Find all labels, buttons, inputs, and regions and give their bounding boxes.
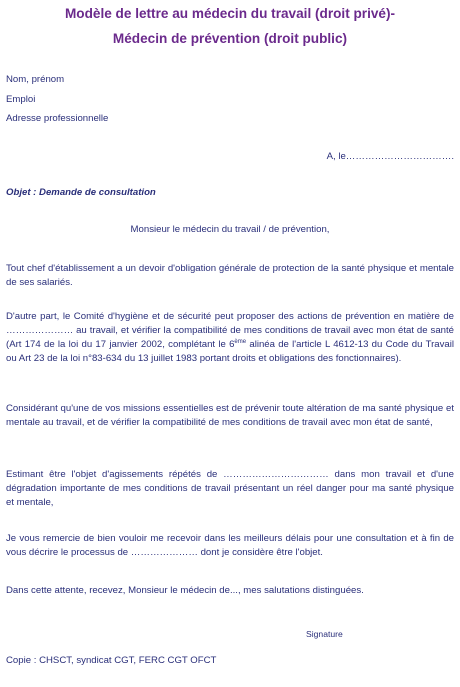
paragraph-1: Tout chef d'établissement a un devoir d'obligation générale de protection de la santé physique et mentale de ses salariés. bbox=[6, 263, 454, 288]
sender-job: Emploi bbox=[6, 94, 36, 105]
date-line: A, le……………………………. bbox=[326, 151, 454, 162]
object-line: Objet : Demande de consultation bbox=[6, 187, 156, 198]
paragraph-6: Dans cette attente, recevez, Monsieur le médecin de..., mes salutations distinguées. bbox=[6, 585, 364, 596]
paragraph-4: Estimant être l'objet d'agissements répétés de …………………………… dans mon travail et d'une dégradation importante de mes conditions de travail présentant un réel danger pour ma santé physique et mentale, bbox=[6, 469, 454, 508]
paragraph-5: Je vous remercie de bien vouloir me recevoir dans les meilleurs délais pour une consultation et à fin de vous décrire le processus de ………………… dont je considère être l'objet. bbox=[6, 533, 454, 558]
paragraph-2-text-a: D'autre part, le Comité d'hygiène et de sécurité peut proposer des actions de prévention en matière de ………………… au travail, et vérifier la compatibilité de mes conditions de travail avec mon état de santé (Art 174 de la loi du 17 janvier 2002, complétant le 6 bbox=[6, 311, 454, 350]
paragraph-2-superscript: ème bbox=[234, 338, 247, 345]
sender-address: Adresse professionnelle bbox=[6, 113, 109, 124]
signature-label: Signature bbox=[306, 628, 343, 639]
salutation: Monsieur le médecin du travail / de prévention, bbox=[130, 224, 330, 235]
paragraph-2-text-b: alinéa de l'article L 4612-13 du Code du Travail ou Art 23 de la loi n°83-634 du 13 juillet 1983 portant droits et obligations des fonctionnaires). bbox=[6, 339, 454, 364]
title-line-2: Médecin de prévention (droit public) bbox=[112, 31, 348, 46]
title-line-1: Modèle de lettre au médecin du travail (droit privé)- bbox=[64, 6, 396, 21]
paragraph-2 bbox=[6, 310, 454, 366]
sender-name: Nom, prénom bbox=[6, 74, 65, 85]
paragraph-3: Considérant qu'une de vos missions essentielles est de prévenir toute altération de ma santé physique et mentale au travail, et de vérifier la compatibilité de mes conditions de travail avec mon état de santé, bbox=[6, 403, 454, 428]
copy-line: Copie : CHSCT, syndicat CGT, FERC CGT OFCT bbox=[6, 655, 217, 666]
